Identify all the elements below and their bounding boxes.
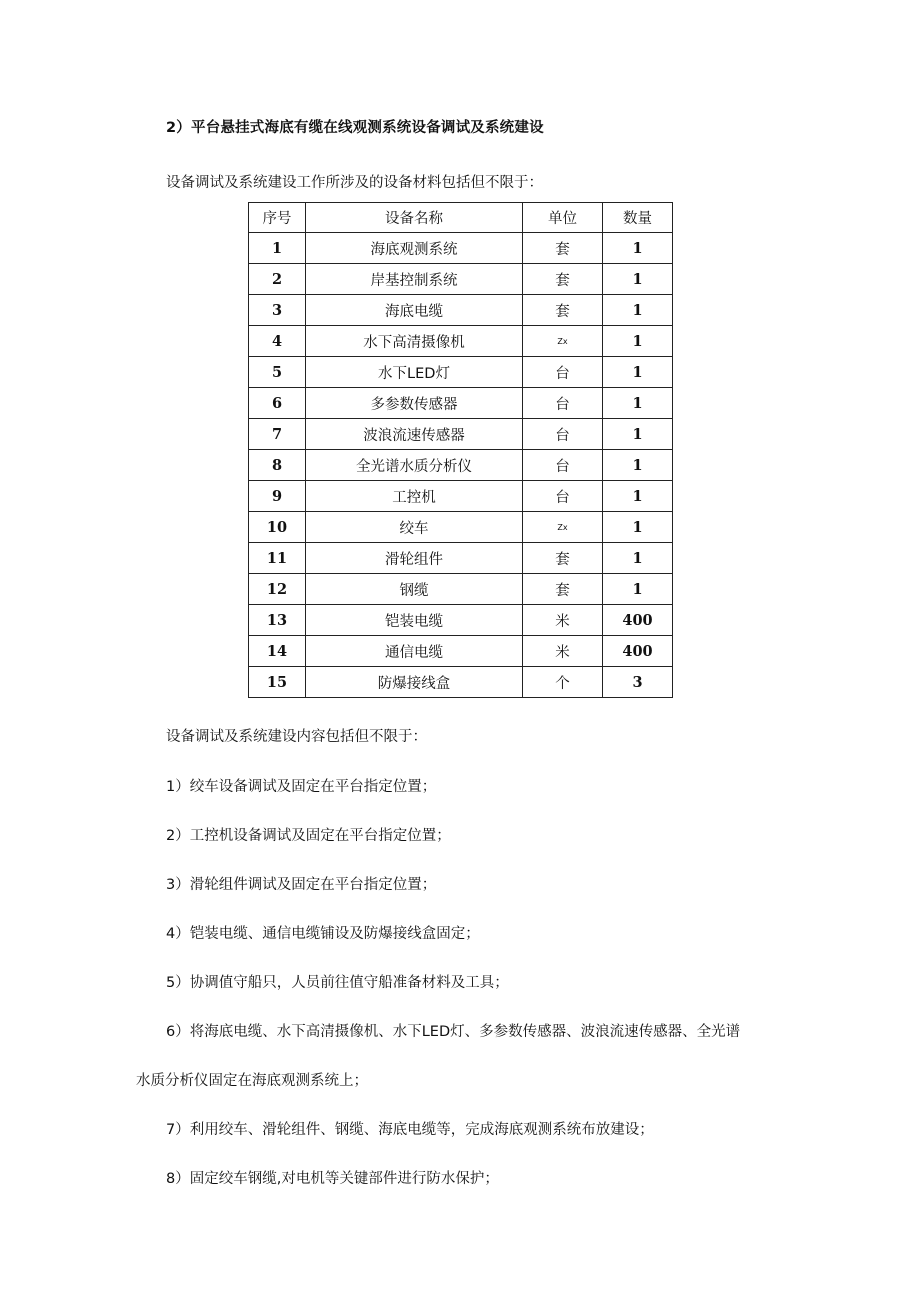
table-row (249, 419, 673, 450)
quantity-cell: 1 (603, 574, 673, 605)
list-item-6-continued: 水质分析仪固定在海底观测系统上； (136, 1073, 368, 1089)
unit-cell: 台 (523, 388, 603, 419)
quantity-cell: 1 (603, 419, 673, 450)
equipment-name-cell: 绞车 (306, 512, 523, 543)
table-row (249, 574, 673, 605)
quantity-cell: 1 (603, 295, 673, 326)
list-item-1: 1）绞车设备调试及固定在平台指定位置； (166, 779, 437, 795)
table-row (249, 512, 673, 543)
unit-cell: 套 (523, 295, 603, 326)
quantity-cell: 1 (603, 326, 673, 357)
row-number-cell: 5 (249, 357, 306, 388)
equipment-name-cell: 防爆接线盒 (306, 667, 523, 698)
table-row (249, 264, 673, 295)
row-number-cell: 4 (249, 326, 306, 357)
list-item-6: 6）将海底电缆、水下高清摄像机、水下LED灯、多参数传感器、波浪流速传感器、全光谱 (166, 1024, 741, 1040)
equipment-name-cell: 工控机 (306, 481, 523, 512)
unit-cell: 套 (523, 543, 603, 574)
unit-cell: 个 (523, 667, 603, 698)
row-number-cell: 6 (249, 388, 306, 419)
row-number-cell: 2 (249, 264, 306, 295)
list-item-5: 5）协调值守船只，人员前往值守船准备材料及工具； (166, 975, 509, 991)
header-cell-name: 设备名称 (306, 203, 523, 233)
equipment-name-cell: 滑轮组件 (306, 543, 523, 574)
equipment-name-cell: 海底电缆 (306, 295, 523, 326)
list-item-4: 4）铠装电缆、通信电缆铺设及防爆接线盒固定； (166, 926, 480, 942)
quantity-cell: 1 (603, 512, 673, 543)
equipment-name-cell: 岸基控制系统 (306, 264, 523, 295)
unit-cell: 套 (523, 233, 603, 264)
header-cell-no: 序号 (249, 203, 306, 233)
quantity-cell: 1 (603, 233, 673, 264)
equipment-name-cell: 水下LED灯 (306, 357, 523, 388)
quantity-cell: 1 (603, 481, 673, 512)
equipment-name-cell: 全光谱水质分析仪 (306, 450, 523, 481)
table-row (249, 667, 673, 698)
table-row (249, 636, 673, 667)
header-cell-qty: 数量 (603, 203, 673, 233)
row-number-cell: 9 (249, 481, 306, 512)
equipment-name-cell: 通信电缆 (306, 636, 523, 667)
quantity-cell: 1 (603, 450, 673, 481)
row-number-cell: 15 (249, 667, 306, 698)
equipment-name-cell: 水下高清摄像机 (306, 326, 523, 357)
equipment-table (248, 202, 673, 698)
table-row (249, 295, 673, 326)
list-item-2: 2）工控机设备调试及固定在平台指定位置； (166, 828, 451, 844)
unit-cell: 台 (523, 419, 603, 450)
quantity-cell: 1 (603, 357, 673, 388)
unit-cell: Zx (523, 512, 603, 543)
list-item-8: 8）固定绞车钢缆,对电机等关键部件进行防水保护； (166, 1171, 499, 1187)
row-number-cell: 7 (249, 419, 306, 450)
unit-cell: 台 (523, 481, 603, 512)
table-row (249, 233, 673, 264)
quantity-cell: 400 (603, 636, 673, 667)
row-number-cell: 13 (249, 605, 306, 636)
table-row (249, 326, 673, 357)
row-number-cell: 10 (249, 512, 306, 543)
table-row (249, 543, 673, 574)
table-row (249, 605, 673, 636)
equipment-name-cell: 铠装电缆 (306, 605, 523, 636)
section-heading: 2）平台悬挂式海底有缆在线观测系统设备调试及系统建设 (166, 120, 544, 136)
content-intro: 设备调试及系统建设内容包括但不限于： (166, 729, 427, 745)
row-number-cell: 1 (249, 233, 306, 264)
quantity-cell: 400 (603, 605, 673, 636)
table-row (249, 357, 673, 388)
equipment-name-cell: 波浪流速传感器 (306, 419, 523, 450)
intro-paragraph: 设备调试及系统建设工作所涉及的设备材料包括但不限于： (166, 175, 543, 191)
table-row (249, 450, 673, 481)
equipment-name-cell: 海底观测系统 (306, 233, 523, 264)
header-cell-unit: 单位 (523, 203, 603, 233)
row-number-cell: 8 (249, 450, 306, 481)
unit-cell: Zx (523, 326, 603, 357)
unit-cell: 台 (523, 450, 603, 481)
unit-cell: 台 (523, 357, 603, 388)
row-number-cell: 11 (249, 543, 306, 574)
table-row (249, 388, 673, 419)
quantity-cell: 1 (603, 388, 673, 419)
row-number-cell: 12 (249, 574, 306, 605)
unit-cell: 套 (523, 574, 603, 605)
quantity-cell: 3 (603, 667, 673, 698)
unit-cell: 米 (523, 605, 603, 636)
equipment-name-cell: 钢缆 (306, 574, 523, 605)
unit-cell: 米 (523, 636, 603, 667)
row-number-cell: 3 (249, 295, 306, 326)
table-row (249, 481, 673, 512)
quantity-cell: 1 (603, 264, 673, 295)
row-number-cell: 14 (249, 636, 306, 667)
list-item-7: 7）利用绞车、滑轮组件、钢缆、海底电缆等，完成海底观测系统布放建设； (166, 1122, 654, 1138)
unit-cell: 套 (523, 264, 603, 295)
quantity-cell: 1 (603, 543, 673, 574)
equipment-name-cell: 多参数传感器 (306, 388, 523, 419)
list-item-3: 3）滑轮组件调试及固定在平台指定位置； (166, 877, 437, 893)
table-header-row (249, 203, 673, 233)
